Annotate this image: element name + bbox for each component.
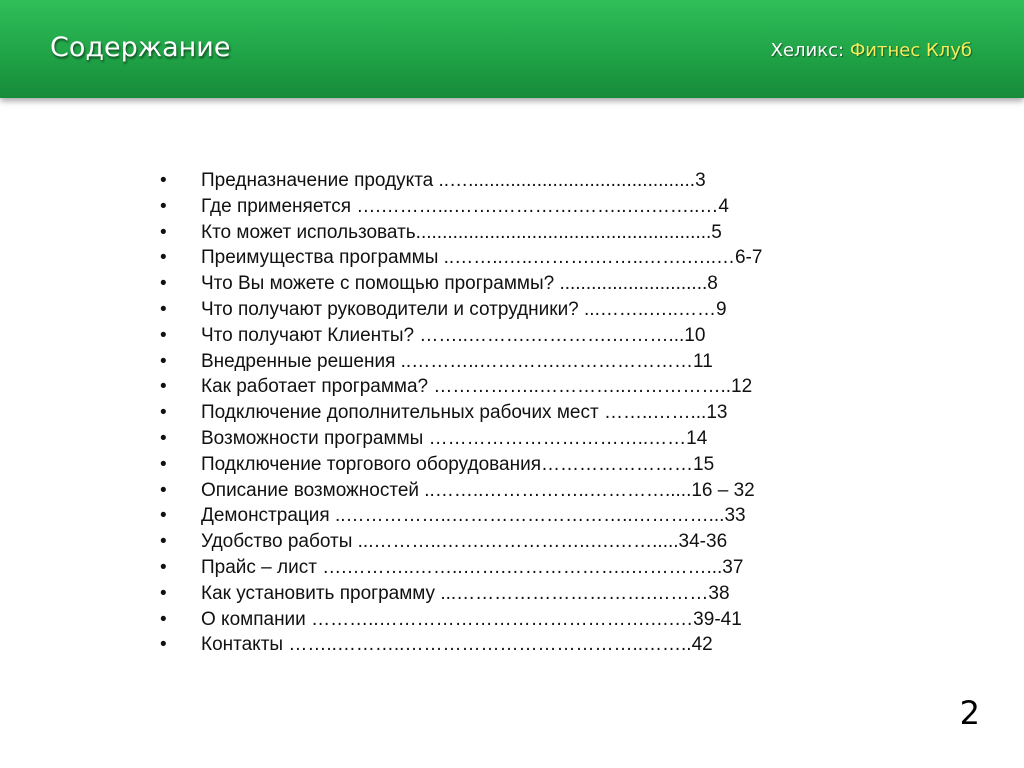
bullet-icon: •: [160, 324, 167, 346]
toc-item-text: О компании ………..…………………………………….….…39-41: [201, 608, 742, 630]
toc-item-text: Что получают руководители и сотрудники? ...……..…..……9: [201, 298, 727, 320]
bullet-icon: •: [160, 170, 167, 191]
page-title: Содержание: [50, 32, 231, 63]
toc-item-text: Внедренные решения ..………..………….…………………11: [201, 350, 713, 372]
bullet-icon: •: [160, 505, 167, 527]
toc-item-text: Предназначение продукта ..…...........................................3: [201, 170, 706, 191]
toc-item-text: Возможности программы ……………………………..……14: [201, 427, 708, 449]
toc-item-text: Подключение дополнительных рабочих мест ……..……...13: [201, 402, 728, 424]
toc-item-text: Где применяется ….………...…….………….……..….……..…4: [201, 195, 729, 217]
bullet-icon: •: [160, 634, 167, 656]
bullet-icon: •: [160, 479, 167, 501]
bullet-icon: •: [160, 556, 167, 578]
brand-name: Фитнес Клуб: [849, 40, 972, 61]
bullet-icon: •: [160, 195, 167, 217]
brand-label: [771, 40, 972, 61]
toc-item-text: Подключение торгового оборудования……………………15: [201, 453, 715, 475]
bullet-icon: •: [160, 427, 167, 449]
bullet-icon: •: [160, 531, 167, 553]
bullet-icon: •: [160, 376, 167, 398]
bullet-icon: •: [160, 350, 167, 372]
toc-item-text: Контакты ……..………..………………………………..……..42: [201, 634, 713, 656]
toc-item-text: Как работает программа? ……………..…………..……………..12: [201, 376, 753, 398]
bullet-icon: •: [160, 582, 167, 604]
bullet-icon: •: [160, 273, 167, 295]
toc-item-text: Как установить программу ...………………………….………38: [201, 582, 730, 604]
bullet-icon: •: [160, 247, 167, 269]
toc-item-text: Преимущества программы ..……..…..……….……..…….…..…6-7: [201, 247, 763, 269]
bullet-icon: •: [160, 221, 167, 243]
toc-item-text: Что Вы можете с помощью программы? ............................8: [201, 273, 718, 295]
toc-item-text: Демонстрация ..……………..………………………..…………...33: [201, 505, 746, 527]
header-bar: [0, 0, 1024, 98]
bullet-icon: •: [160, 402, 167, 424]
toc-item-text: Прайс – лист ….………..……..…….………………..…………...37: [201, 556, 744, 578]
toc-item-text: Удобство работы ...………..…….……………..….…….....34-36: [201, 531, 728, 553]
bullet-icon: •: [160, 608, 167, 630]
bullet-icon: •: [160, 453, 167, 475]
page-number: 2: [959, 694, 980, 732]
bullet-icon: •: [160, 298, 167, 320]
toc-item-text: Что получают Клиенты? ……..……….………….………...10: [201, 324, 706, 346]
toc-item-text: Описание возможностей ..……..……………..………….....16 – 32: [201, 479, 755, 501]
brand-prefix: Хеликс:: [770, 40, 850, 61]
toc-item-text: Кто может использовать........................................................5: [201, 221, 722, 243]
